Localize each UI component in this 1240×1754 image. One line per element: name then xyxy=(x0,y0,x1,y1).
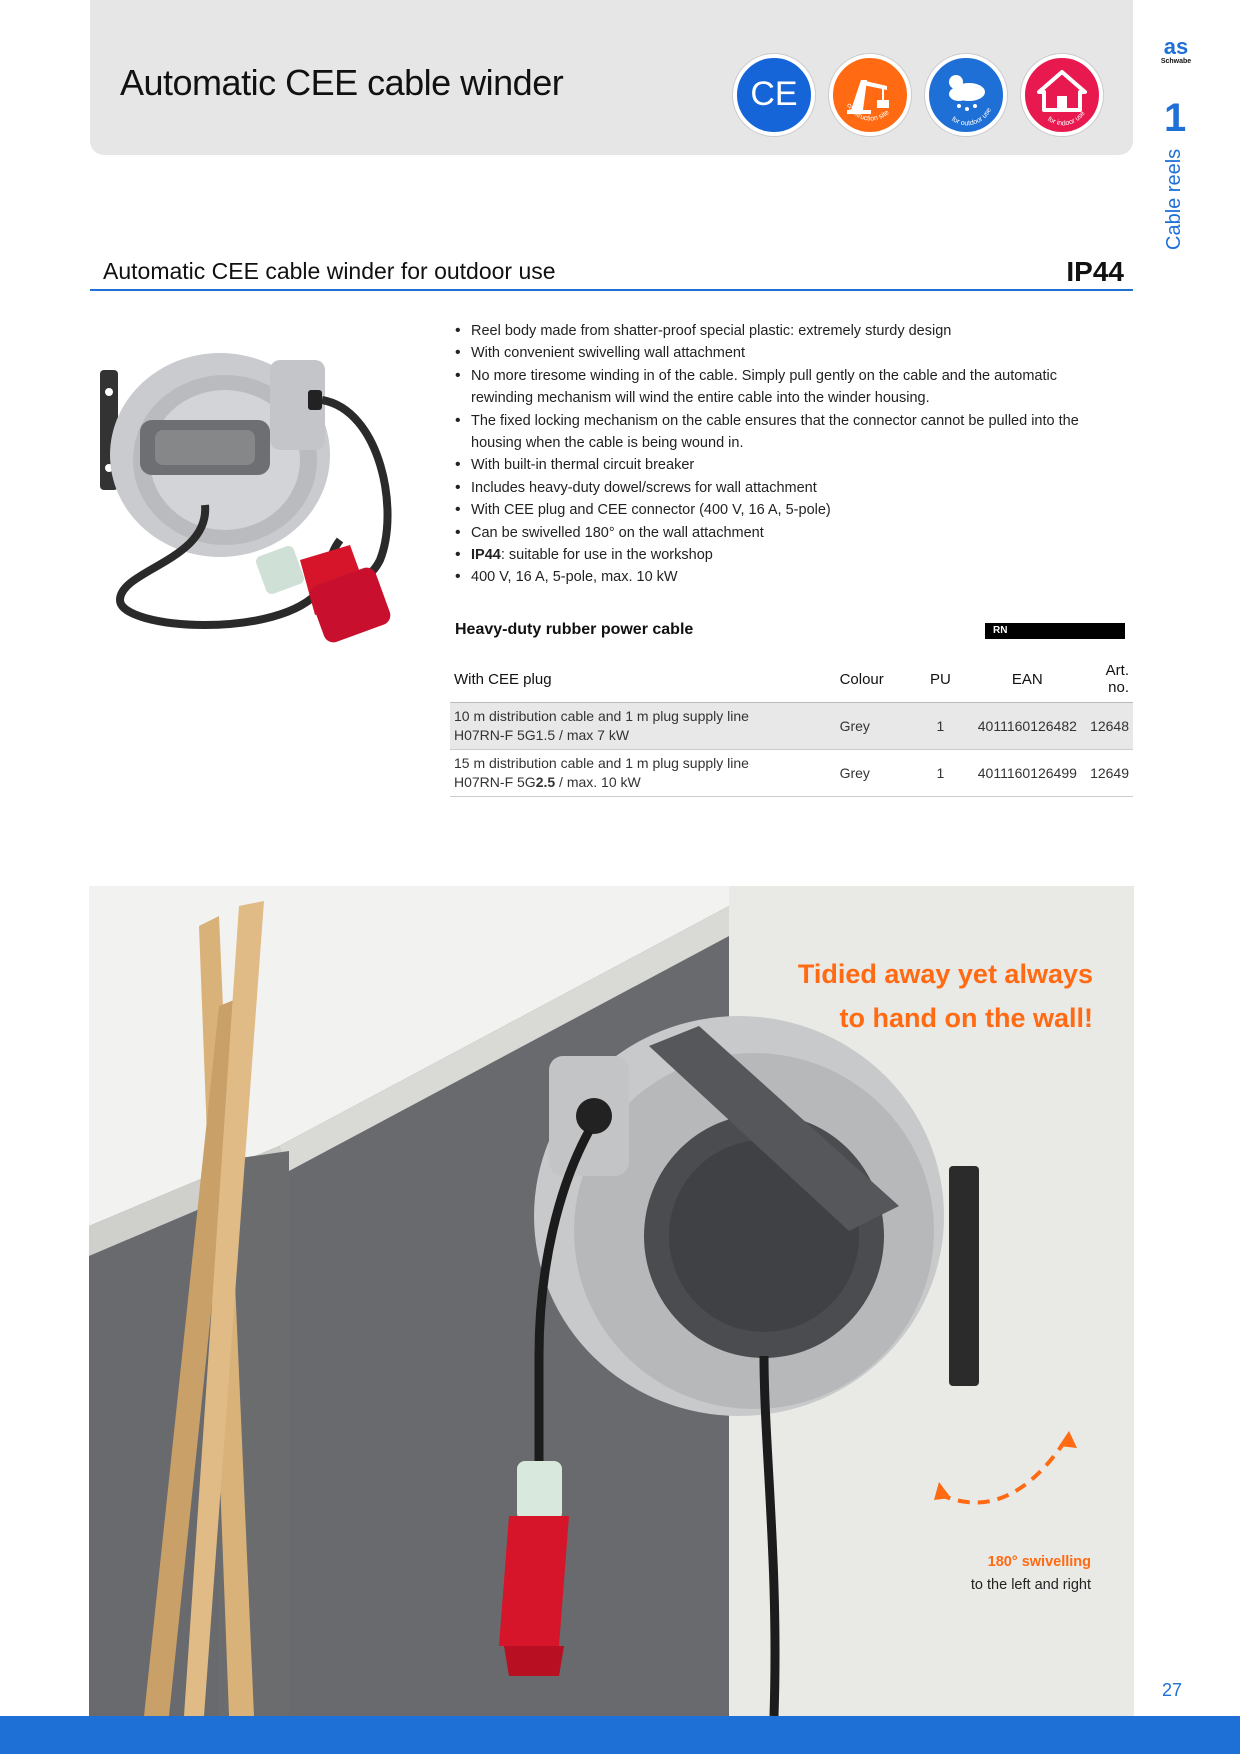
col-header-ean: EAN xyxy=(969,656,1086,703)
chapter-label: Cable reels xyxy=(1163,148,1185,250)
cell-colour: Grey xyxy=(836,750,913,797)
list-item: • Includes heavy-duty dowel/screws for wall attachment xyxy=(455,477,1095,499)
cable-title: Heavy-duty rubber power cable xyxy=(455,621,694,638)
cell-pu: 1 xyxy=(912,703,968,750)
cell-art-no: 12649 xyxy=(1086,750,1133,797)
brand-logo xyxy=(1155,36,1197,71)
list-item: • 400 V, 16 A, 5-pole, max. 10 kW xyxy=(455,566,1095,588)
rn-badge: RN xyxy=(985,623,1125,639)
col-header-pu: PU xyxy=(912,656,968,703)
lifestyle-photo xyxy=(89,886,1134,1716)
col-header-colour: Colour xyxy=(836,656,913,703)
chapter-number: 1 xyxy=(1164,96,1187,140)
section-title: Automatic CEE cable winder for outdoor use xyxy=(103,258,556,284)
section-divider xyxy=(90,289,1133,291)
cell-ean: 4011160126499 xyxy=(969,750,1086,797)
ip-rating: IP44 xyxy=(1066,256,1124,287)
swivel-subcaption: to the left and right xyxy=(970,1577,1091,1593)
table-header-row xyxy=(450,656,1133,703)
tagline-line-1: Tidied away yet always xyxy=(797,959,1093,989)
swivel-caption: 180° swivelling xyxy=(987,1554,1091,1570)
col-header-art-no: Art. no. xyxy=(1086,656,1133,703)
product-image xyxy=(100,330,450,660)
list-item: • Reel body made from shatter-proof special plastic: extremely sturdy design xyxy=(455,320,1095,342)
header-panel xyxy=(90,0,1133,155)
list-item: • The fixed locking mechanism on the cable ensures that the connector cannot be pulled into the housing when the cable is being wound in. xyxy=(455,410,1095,455)
table-row xyxy=(450,750,1133,797)
list-item: • With CEE plug and CEE connector (400 V, 16 A, 5-pole) xyxy=(455,499,1095,521)
cell-art-no: 12648 xyxy=(1086,703,1133,750)
construction-site-label: construction site xyxy=(844,102,891,123)
list-item: • No more tiresome winding in of the cable. Simply pull gently on the cable and the automatic rewinding mechanism will wind the entire cable into the winder housing. xyxy=(455,365,1095,410)
outdoor-use-icon xyxy=(925,54,1007,136)
page-number: 27 xyxy=(1162,1680,1183,1700)
ce-mark-icon xyxy=(733,54,815,136)
cell-pu: 1 xyxy=(912,750,968,797)
list-item: • Can be swivelled 180° on the wall attachment xyxy=(455,522,1095,544)
list-item: • IP44: suitable for use in the workshop xyxy=(455,544,1095,566)
product-table xyxy=(450,656,1133,797)
construction-site-icon xyxy=(829,54,911,136)
tagline xyxy=(798,952,1093,1040)
logo-subtext: Schwabe xyxy=(1160,58,1192,65)
cell-description: 10 m distribution cable and 1 m plug supply line H07RN-F 5G1.5 / max 7 kW xyxy=(450,703,836,750)
list-item: • With built-in thermal circuit breaker xyxy=(455,454,1095,476)
cell-description: 15 m distribution cable and 1 m plug supply line H07RN-F 5G2.5 / max. 10 kW xyxy=(450,750,836,797)
feature-list xyxy=(455,320,1095,589)
list-item: • With convenient swivelling wall attachment xyxy=(455,342,1095,364)
page-title: Automatic CEE cable winder xyxy=(120,62,564,103)
indoor-use-icon xyxy=(1021,54,1103,136)
cell-ean: 4011160126482 xyxy=(969,703,1086,750)
svg-text:for outdoor use xyxy=(950,107,993,127)
footer-bar xyxy=(0,1716,1240,1754)
tagline-line-2: to hand on the wall! xyxy=(839,1003,1093,1033)
table-row xyxy=(450,703,1133,750)
cell-colour: Grey xyxy=(836,703,913,750)
col-header-description: With CEE plug xyxy=(450,656,836,703)
indoor-use-label: for indoor use xyxy=(1046,110,1087,128)
svg-text:for indoor use xyxy=(1046,110,1087,127)
outdoor-use-label: for outdoor use xyxy=(950,107,993,128)
svg-text:CE: CE xyxy=(750,75,798,113)
logo-text: as xyxy=(1163,36,1189,59)
usage-icons xyxy=(733,54,1103,136)
